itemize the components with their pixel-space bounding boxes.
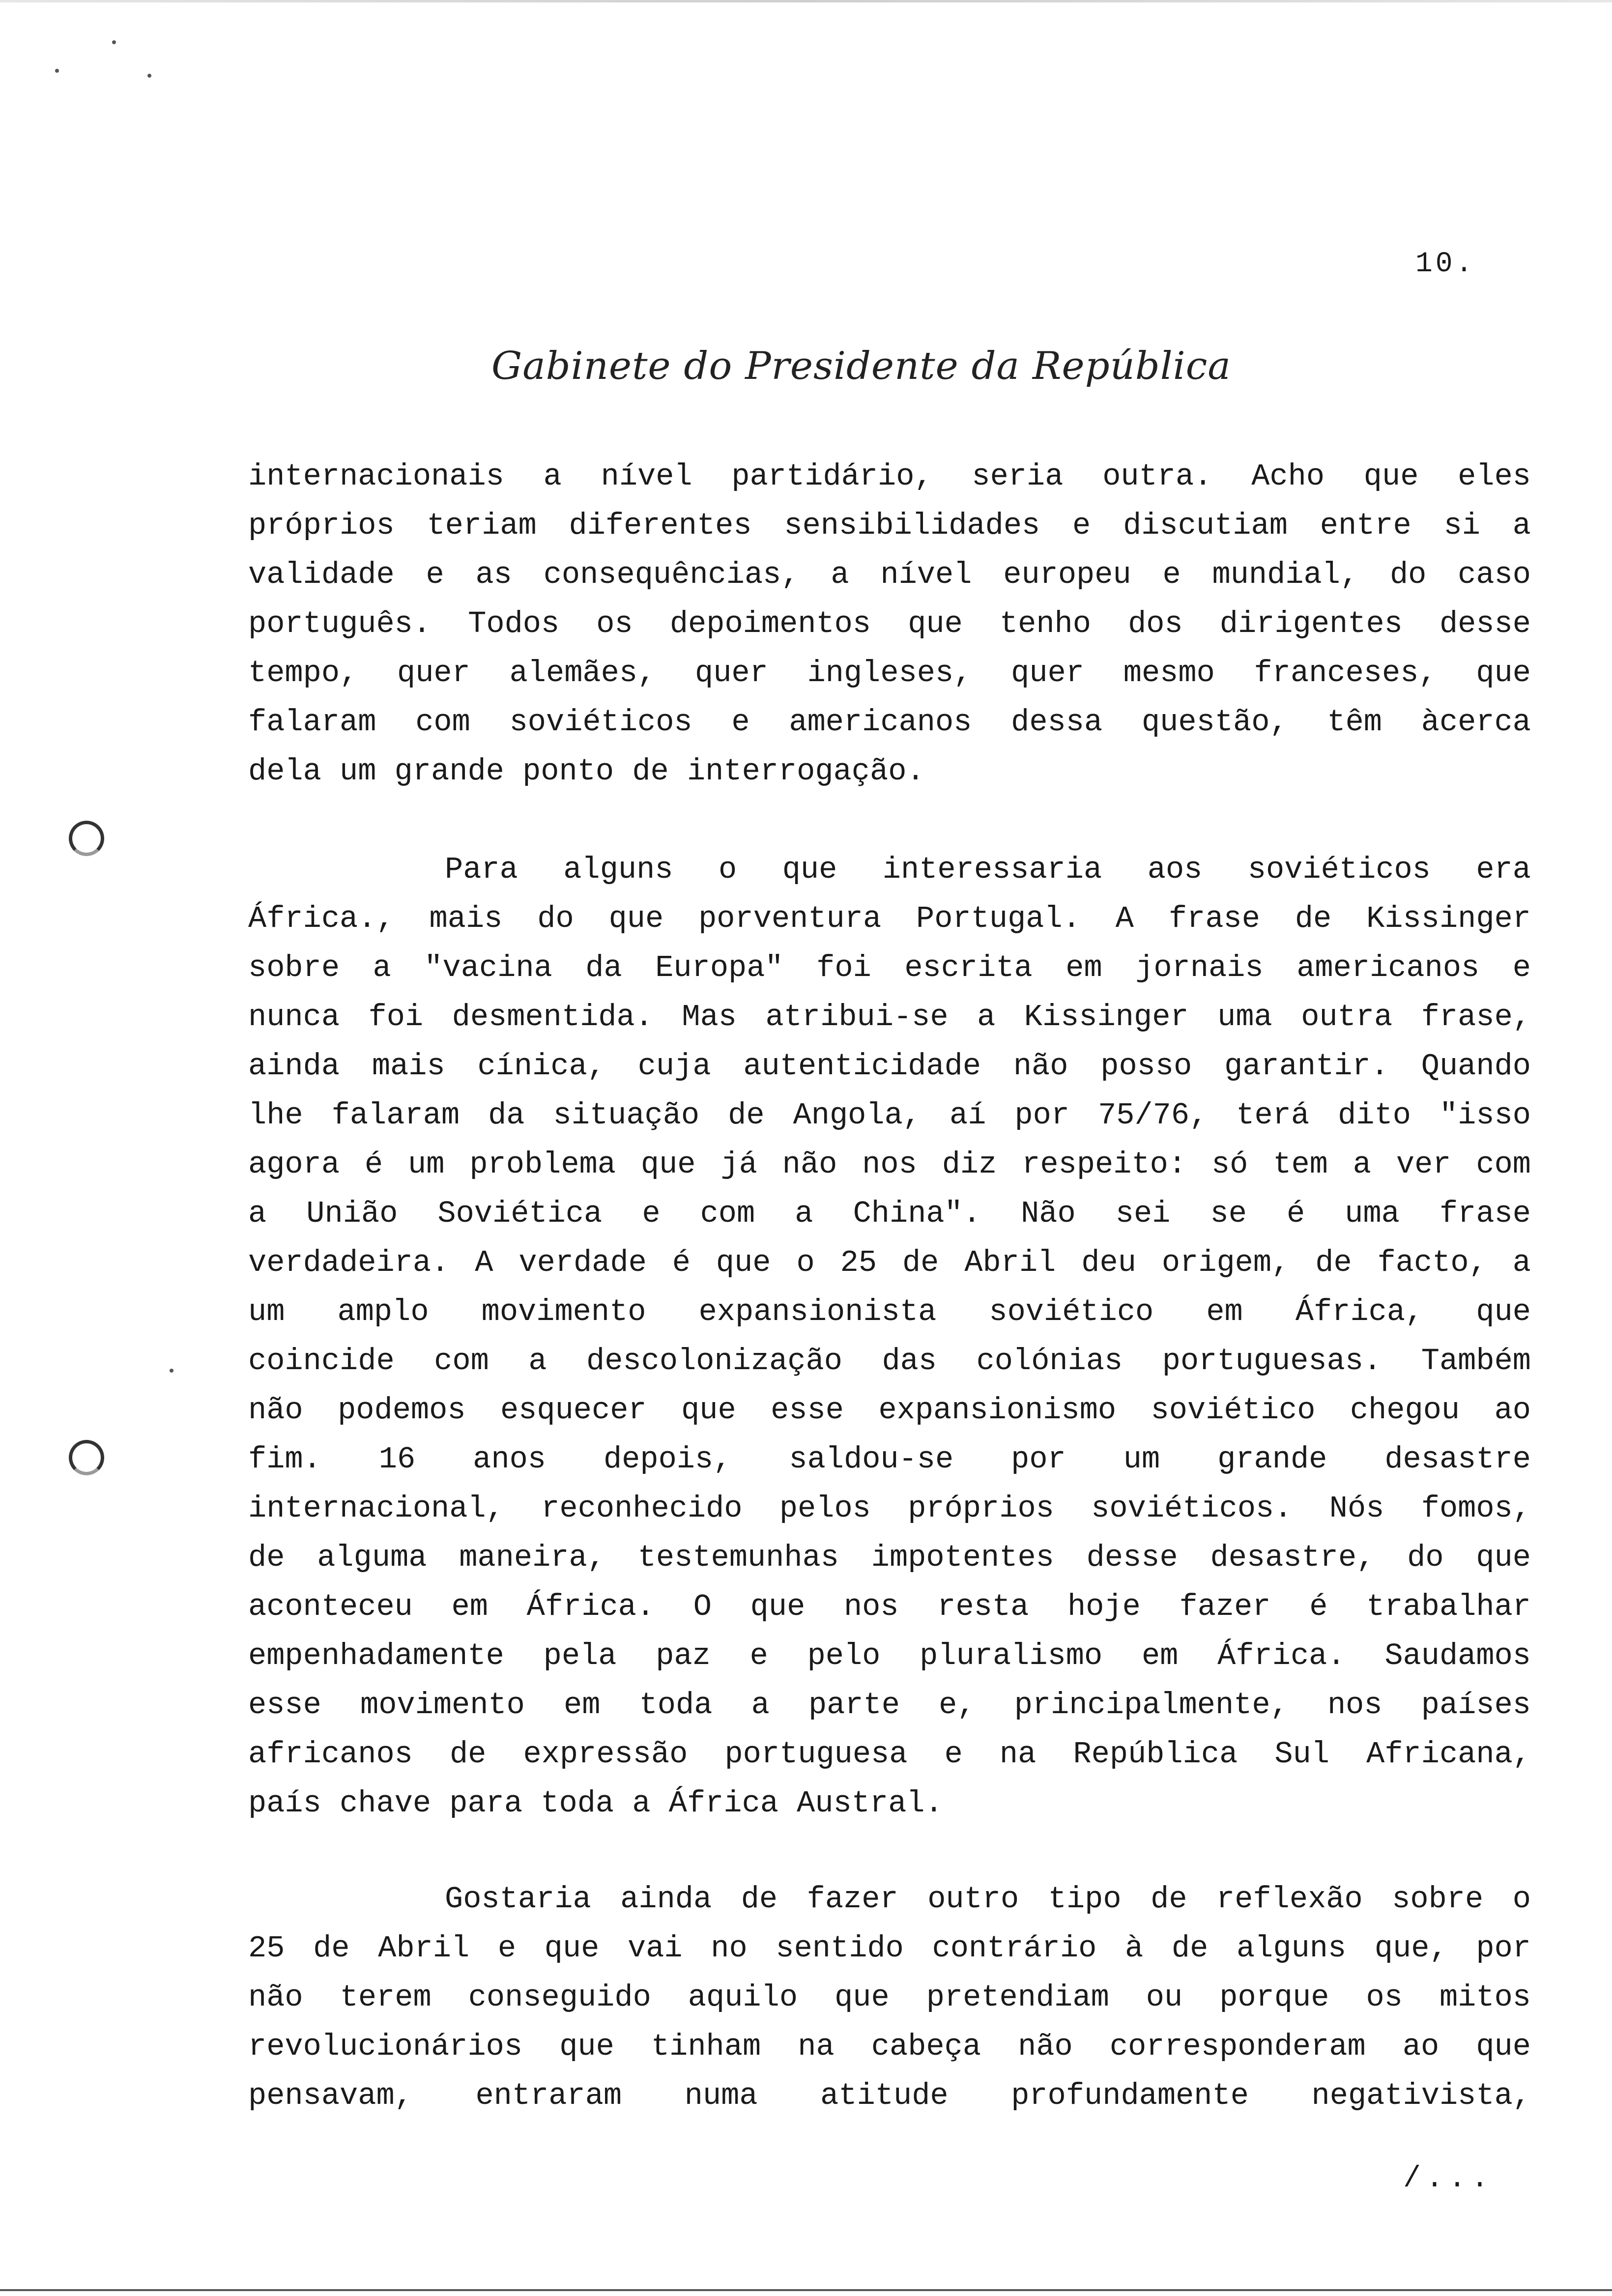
text-line: país chave para toda a África Austral. xyxy=(248,1786,943,1821)
scan-top-edge xyxy=(0,0,1612,2)
text-line: validade e as consequências, a nível europeu e mundial, do caso xyxy=(248,557,1531,592)
text-line: coincide com a descolonização das colónias portuguesas. Também xyxy=(248,1344,1531,1378)
text-line: Gostaria ainda de fazer outro tipo de reflexão sobre o xyxy=(445,1882,1531,1917)
text-line: lhe falaram da situação de Angola, aí por 75/76, terá dito "isso xyxy=(248,1098,1531,1133)
text-line: não terem conseguido aquilo que pretendiam ou porque os mitos xyxy=(248,1980,1531,2015)
text-line: dela um grande ponto de interrogação. xyxy=(248,754,925,789)
scan-speck xyxy=(147,74,151,78)
text-line: África., mais do que porventura Portugal. A frase de Kissinger xyxy=(248,901,1531,936)
letterhead: Gabinete do Presidente da República xyxy=(491,344,1231,388)
text-line: Para alguns o que interessaria aos soviéticos era xyxy=(445,852,1531,887)
text-line: fim. 16 anos depois, saldou-se por um grande desastre xyxy=(248,1442,1531,1477)
scan-bottom-edge xyxy=(0,2289,1612,2291)
text-line: tempo, quer alemães, quer ingleses, quer mesmo franceses, que xyxy=(248,656,1531,690)
text-line: esse movimento em toda a parte e, principalmente, nos países xyxy=(248,1688,1531,1722)
text-line: ainda mais cínica, cuja autenticidade não posso garantir. Quando xyxy=(248,1049,1531,1084)
text-line: falaram com soviéticos e americanos dessa questão, têm àcerca xyxy=(248,705,1531,740)
text-line: aconteceu em África. O que nos resta hoje fazer é trabalhar xyxy=(248,1589,1531,1624)
text-line: verdadeira. A verdade é que o 25 de Abril deu origem, de facto, a xyxy=(248,1245,1531,1280)
text-line: de alguma maneira, testemunhas impotentes desse desastre, do que xyxy=(248,1540,1531,1575)
text-line: não podemos esquecer que esse expansionismo soviético chegou ao xyxy=(248,1393,1531,1428)
scan-speck xyxy=(170,1369,173,1373)
text-line: empenhadamente pela paz e pelo pluralismo em África. Saudamos xyxy=(248,1638,1531,1673)
punch-hole-lower xyxy=(69,1440,104,1475)
text-line: um amplo movimento expansionista soviético em África, que xyxy=(248,1294,1531,1329)
paragraph-2 xyxy=(248,845,1531,1828)
text-line: sobre a "vacina da Europa" foi escrita em jornais americanos e xyxy=(248,950,1531,985)
continuation-mark: /... xyxy=(1403,2162,1494,2196)
page-number: 10. xyxy=(1415,248,1476,280)
text-line: português. Todos os depoimentos que tenho dos dirigentes desse xyxy=(248,606,1531,641)
text-line: a União Soviética e com a China". Não sei se é uma frase xyxy=(248,1196,1531,1231)
text-line: pensavam, entraram numa atitude profundamente negativista, xyxy=(248,2078,1531,2113)
punch-hole-upper xyxy=(69,821,104,856)
paragraph-3 xyxy=(248,1875,1531,2121)
text-line: revolucionários que tinham na cabeça não corresponderam ao que xyxy=(248,2029,1531,2064)
text-line: próprios teriam diferentes sensibilidades e discutiam entre si a xyxy=(248,508,1531,543)
text-line: internacional, reconhecido pelos próprios soviéticos. Nós fomos, xyxy=(248,1491,1531,1526)
paragraph-1 xyxy=(248,452,1531,796)
scan-speck xyxy=(55,69,59,73)
text-line: 25 de Abril e que vai no sentido contrário à de alguns que, por xyxy=(248,1931,1531,1966)
text-line: internacionais a nível partidário, seria outra. Acho que eles xyxy=(248,459,1531,494)
text-line: nunca foi desmentida. Mas atribui-se a Kissinger uma outra frase, xyxy=(248,1000,1531,1034)
text-line: africanos de expressão portuguesa e na República Sul Africana, xyxy=(248,1737,1531,1772)
text-line: agora é um problema que já não nos diz respeito: só tem a ver com xyxy=(248,1147,1531,1182)
scan-speck xyxy=(112,40,116,44)
